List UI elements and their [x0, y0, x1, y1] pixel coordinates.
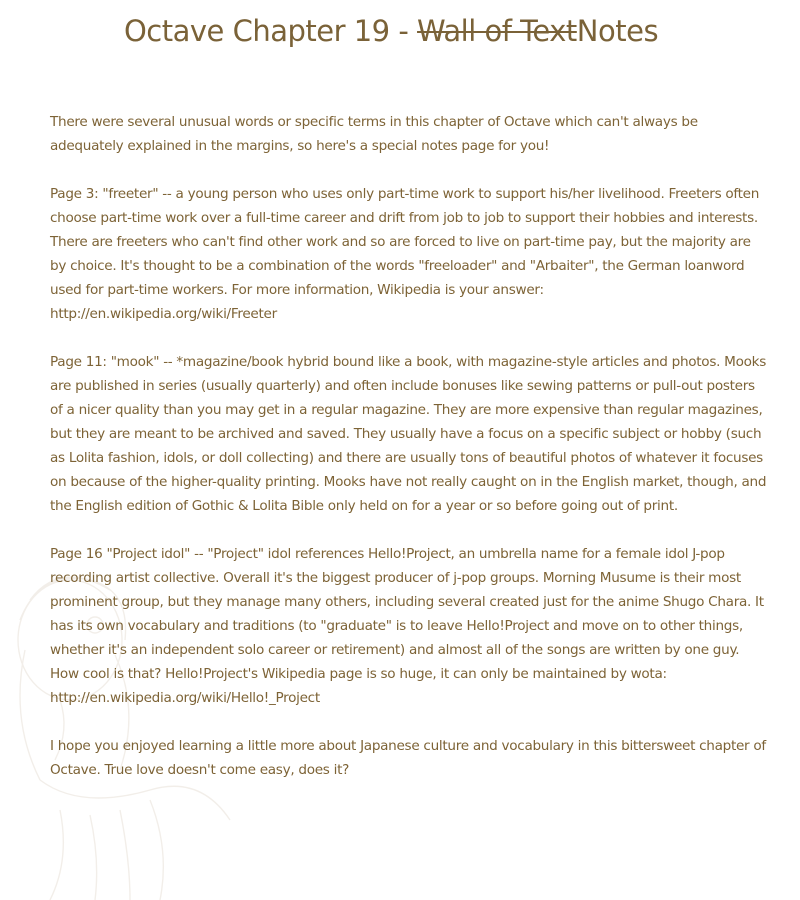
closing-paragraph: I hope you enjoyed learning a little more about Japanese culture and vocabulary in this bittersweet chapter of Octave. True love doesn't come easy, does it?: [50, 738, 766, 778]
title-strikethrough: Wall of Text: [417, 14, 577, 48]
note-mook: Page 11: "mook" -- *magazine/book hybrid bound like a book, with magazine-style articles and photos. Mooks are published in series (usually quarterly) and often include bonuses like sewing patterns or pull-out posters of a nicer quality than you may get in a regular magazine. They are more expensive than regular magazines, but they are meant to be archived and saved. They usually have a focus on a specific subject or hobby (such as Lolita fashion, idols, or doll collecting) and there are usually tons of beautiful photos of whatever it focuses on because of the higher-quality printing. Mooks have not really caught on in the English market, though, and the English edition of Gothic & Lolita Bible only held on for a year or so before going out of print.: [50, 354, 767, 514]
intro-paragraph: There were several unusual words or specific terms in this chapter of Octave which can't always be adequately explained in the margins, so here's a special notes page for you!: [50, 114, 698, 154]
note-freeter: Page 3: "freeter" -- a young person who uses only part-time work to support his/her livelihood. Freeters often choose part-time work over a full-time career and drift from job to job to support their hobbies and interests. There are freeters who can't find other work and so are forced to live on part-time pay, but the majority are by choice. It's thought to be a combination of the words "freeloader" and "Arbaiter", the German loanword used for part-time workers. For more information, Wikipedia is your answer: http://en.wikipedia.org/wiki/Freeter: [50, 186, 760, 322]
title-prefix: Octave Chapter 19 -: [123, 14, 409, 48]
note-project-idol: Page 16 "Project idol" -- "Project" idol references Hello!Project, an umbrella name for a female idol J-pop recording artist collective. Overall it's the biggest producer of j-pop groups. Morning Musume is their most prominent group, but they manage many others, including several created just for the anime Shugo Chara. It has its own vocabulary and traditions (to "graduate" is to leave Hello!Project and move on to other things, whether it's an independent solo career or retirement) and almost all of the songs are written by one guy. How cool is that? Hello!Project's Wikipedia page is so huge, it can only be maintained by wota: http://en.wikipedia.org/wiki/Hello!_Project: [50, 546, 764, 706]
notes-body: [50, 110, 770, 806]
page-title: [0, 14, 782, 48]
title-suffix: Notes: [576, 14, 659, 48]
